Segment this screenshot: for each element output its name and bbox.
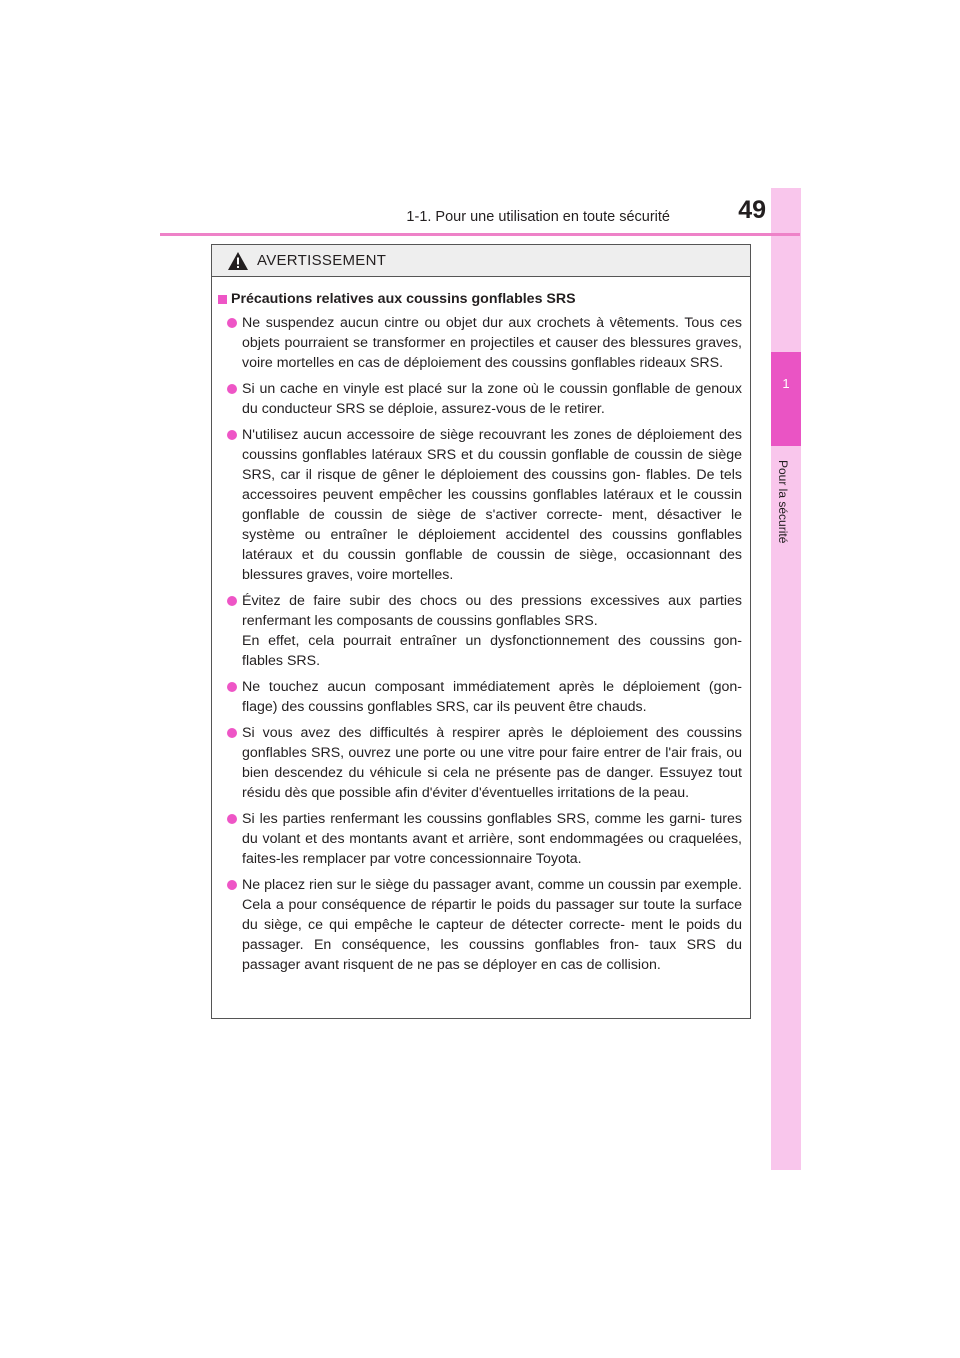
warning-header [212, 245, 750, 277]
bullet-dot-icon [227, 682, 237, 692]
running-header-title: 1-1. Pour une utilisation en toute sécurité [406, 209, 670, 225]
list-item [218, 875, 742, 975]
list-item-text: Ne touchez aucun composant immédiatement après le déploiement (gon- flage) des coussins gonflables SRS, car ils peuvent être chauds. [242, 679, 742, 715]
list-item [218, 591, 742, 671]
chapter-label: Pour la sécurité [776, 460, 790, 544]
warning-body [212, 277, 750, 975]
list-item-text: Si vous avez des difficultés à respirer après le déploiement des coussins gonflables SRS, ouvrez une porte ou une vitre pour faire entrer de l'air frais, ou bien descendez du véhicule si cela ne présente pas de danger. Essuyez tout résidu dès que possible afin d'éviter d'éventuelles irritations de la peau. [242, 725, 742, 801]
bullet-dot-icon [227, 318, 237, 328]
bullet-dot-icon [227, 814, 237, 824]
list-item [218, 313, 742, 373]
chapter-tab [771, 352, 801, 446]
bullet-dot-icon [227, 880, 237, 890]
list-item [218, 677, 742, 717]
bullet-dot-icon [227, 596, 237, 606]
chapter-number: 1 [782, 376, 790, 391]
warning-box [211, 244, 751, 1019]
bullet-dot-icon [227, 430, 237, 440]
warning-triangle-icon [227, 251, 249, 271]
list-item [218, 809, 742, 869]
warning-title: AVERTISSEMENT [257, 252, 387, 269]
section-title: Précautions relatives aux coussins gonflables SRS [231, 291, 576, 307]
bullet-dot-icon [227, 728, 237, 738]
page-number: 49 [738, 196, 766, 224]
square-bullet-icon [218, 295, 227, 304]
list-item-text: N'utilisez aucun accessoire de siège recouvrant les zones de déploiement des coussins gonflables latéraux SRS et du coussin gonflable de coussin de siège SRS, car il risque de gêner le déploiement des coussins gon- flables. De tels accessoires peuvent empêcher les coussins gonflables latéraux et le coussin gonflable de coussin de siège de s'activer correcte- ment, désactiver le système ou entraîner le déploiement accidentel des coussins gonflables latéraux et du coussin gonflable de coussin de siège, occasionnant des blessures graves, voire mortelles. [242, 427, 742, 583]
list-item-text: Si un cache en vinyle est placé sur la zone où le coussin gonflable de genoux du conducteur SRS se déploie, assurez-vous de le retirer. [242, 381, 742, 417]
list-item-text: Évitez de faire subir des chocs ou des pressions excessives aux parties renfermant les composants de coussins gonflables SRS. [242, 593, 742, 629]
side-tab-background [771, 188, 801, 1170]
list-item-text: Ne placez rien sur le siège du passager avant, comme un coussin par exemple. Cela a pour conséquence de répartir le poids du passager sur toute la surface du siège, ce qui empêche le capteur de détecter correcte- ment le poids du passager. En conséquence, les coussins gonflables fron- taux SRS du passager avant risquent de ne pas se déployer en cas de collision. [242, 877, 742, 973]
header-rule [160, 233, 800, 236]
list-item-text: Ne suspendez aucun cintre ou objet dur aux crochets à vêtements. Tous ces objets pourraient se transformer en projectiles et causer des blessures graves, voire mortelles en cas de déploiement des coussins gonflables rideaux SRS. [242, 315, 742, 371]
list-item-text-continued: En effet, cela pourrait entraîner un dysfonctionnement des coussins gon- flables SRS. [242, 633, 742, 669]
list-item [218, 723, 742, 803]
section-heading [218, 289, 742, 309]
bullet-dot-icon [227, 384, 237, 394]
list-item [218, 425, 742, 585]
list-item-text: Si les parties renfermant les coussins gonflables SRS, comme les garni- tures du volant et des montants avant et arrière, sont endommagées ou craquelées, faites-les remplacer par votre concessionnaire Toyota. [242, 811, 742, 867]
list-item [218, 379, 742, 419]
